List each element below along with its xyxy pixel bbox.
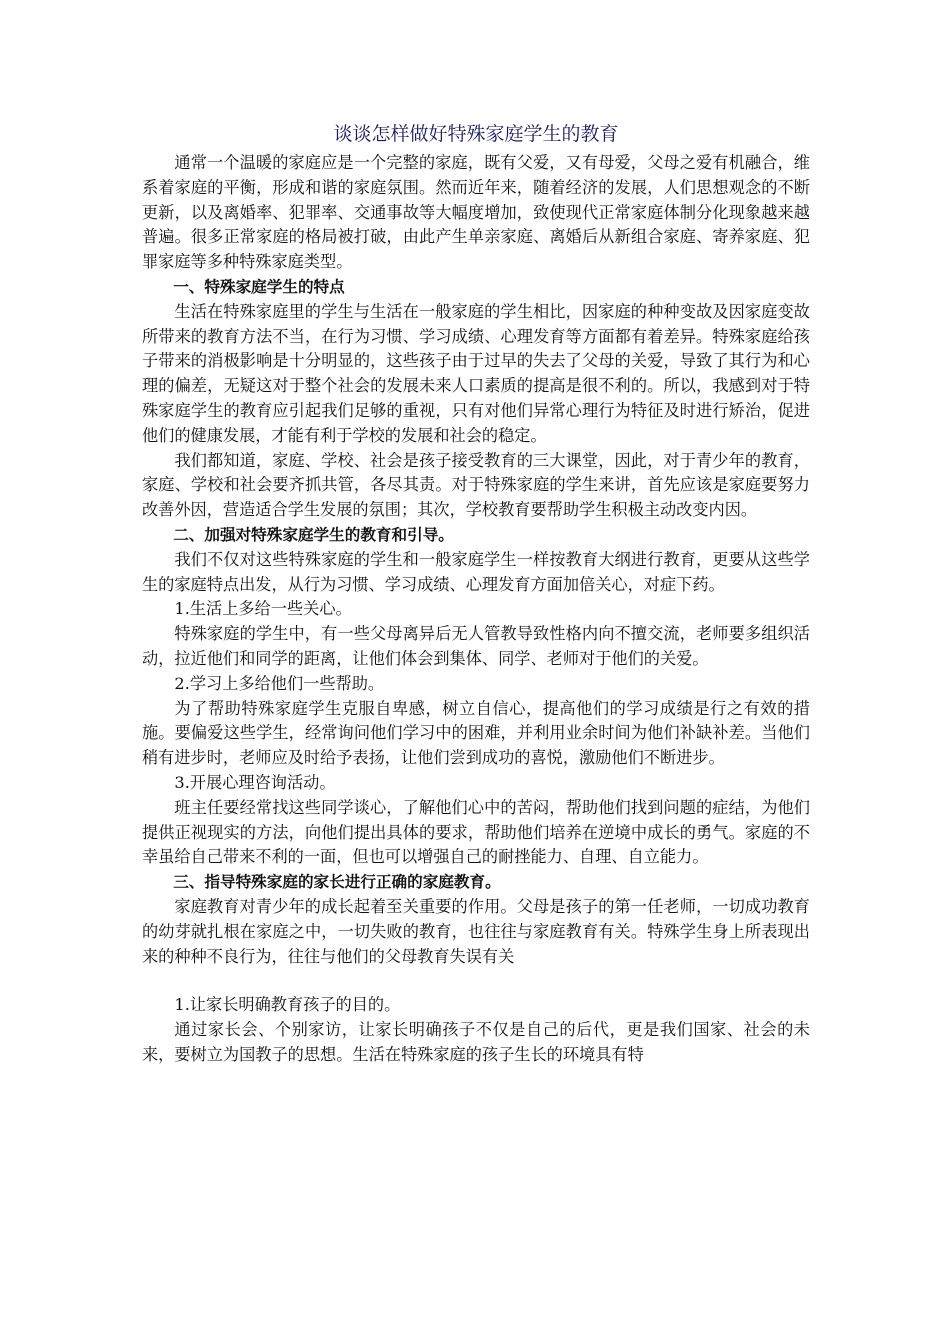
section-2-item-2-title: 2.学习上多给他们一些帮助。 [174,673,385,693]
section-2-heading: 二、加强对特殊家庭学生的教育和引导。 [173,525,454,544]
section-1-paragraph-2: 我们都知道，家庭、学校、社会是孩子接受教育的三大课堂，因此，对于青少年的教育，家庭、学校和社会要齐抓共管，各尽其责。对于特殊家庭的学生来讲，首先应该是家庭要努力改善外因，营造适合学生发展的氛围；其次，学校教育要帮助学生积极主动改变内因。 [142,450,810,520]
section-2-item-1-text: 特殊家庭的学生中，有一些父母离异后无人管教导致性格内向不擅交流，老师要多组织活动，拉近他们和同学的距离，让他们体会到集体、同学、老师对于他们的关爱。 [142,624,810,668]
document-body [142,121,810,1068]
section-1-heading: 一、特殊家庭学生的特点 [173,277,345,296]
section-2-item-2-text: 为了帮助特殊家庭学生克服自卑感，树立自信心，提高他们的学习成绩是行之有效的措施。要偏爱这些学生，经常询问他们学习中的困难，并利用业余时间为他们补缺补差。当他们稍有进步时，老师应及时给予表扬，让他们尝到成功的喜悦，激励他们不断进步。 [142,698,810,768]
section-3-item-1-title: 1.让家长明确教育孩子的目的。 [174,995,401,1015]
section-2-item-3-title: 3.开展心理咨询活动。 [174,772,336,792]
section-3-heading: 三、指导特殊家庭的家长进行正确的家庭教育。 [173,873,501,892]
section-2-item-1-title: 1.生活上多给一些关心。 [174,599,352,619]
section-2-paragraph-1: 我们不仅对这些特殊家庭的学生和一般家庭学生一样按教育大纲进行教育，更要从这些学生的家庭特点出发，从行为习惯、学习成绩、心理发育方面加倍关心，对症下药。 [142,549,810,594]
section-3-paragraph-1: 家庭教育对青少年的成长起着至关重要的作用。父母是孩子的第一任老师，一切成功教育的幼芽就扎根在家庭之中，一切失败的教育，也往往与家庭教育有关。特殊学生身上所表现出来的种种不良行为，往往与他们的父母教育失误有关 [142,896,810,966]
blank-line [142,969,810,993]
section-1-paragraph-1: 生活在特殊家庭里的学生与生活在一般家庭的学生相比，因家庭的种种变故及因家庭变故所带来的教育方法不当，在行为习惯、学习成绩、心理发育等方面都有着差异。特殊家庭给孩子带来的消极影响是十分明显的，这些孩子由于过早的失去了父母的关爱，导致了其行为和心理的偏差，无疑这对于整个社会的发展未来人口素质的提高是很不利的。所以，我感到对于特殊家庭学生的教育应引起我们足够的重视，只有对他们异常心理行为特征及时进行矫治，促进他们的健康发展，才能有利于学校的发展和社会的稳定。 [142,301,810,445]
section-3-item-1-text: 通过家长会、个别家访，让家长明确孩子不仅是自己的后代，更是我们国家、社会的未来，要树立为国教子的思想。生活在特殊家庭的孩子生长的环境具有特 [142,1020,810,1064]
document-title: 谈谈怎样做好特殊家庭学生的教育 [333,123,619,145]
section-2-item-3-text: 班主任要经常找这些同学谈心，了解他们心中的苦闷，帮助他们找到问题的症结，为他们提供正视现实的方法，向他们提出具体的要求，帮助他们培养在逆境中成长的勇气。家庭的不幸虽给自己带来不利的一面，但也可以增强自己的耐挫能力、自理、自立能力。 [142,797,810,867]
intro-paragraph: 通常一个温暖的家庭应是一个完整的家庭，既有父爱，又有母爱，父母之爱有机融合，维系着家庭的平衡，形成和谐的家庭氛围。然而近年来，随着经济的发展，人们思想观念的不断更新，以及离婚率、犯罪率、交通事故等大幅度增加，致使现代正常家庭体制分化现象越来越普遍。很多正常家庭的格局被打破，由此产生单亲家庭、离婚后从新组合家庭、寄养家庭、犯罪家庭等多种特殊家庭类型。 [142,153,810,272]
